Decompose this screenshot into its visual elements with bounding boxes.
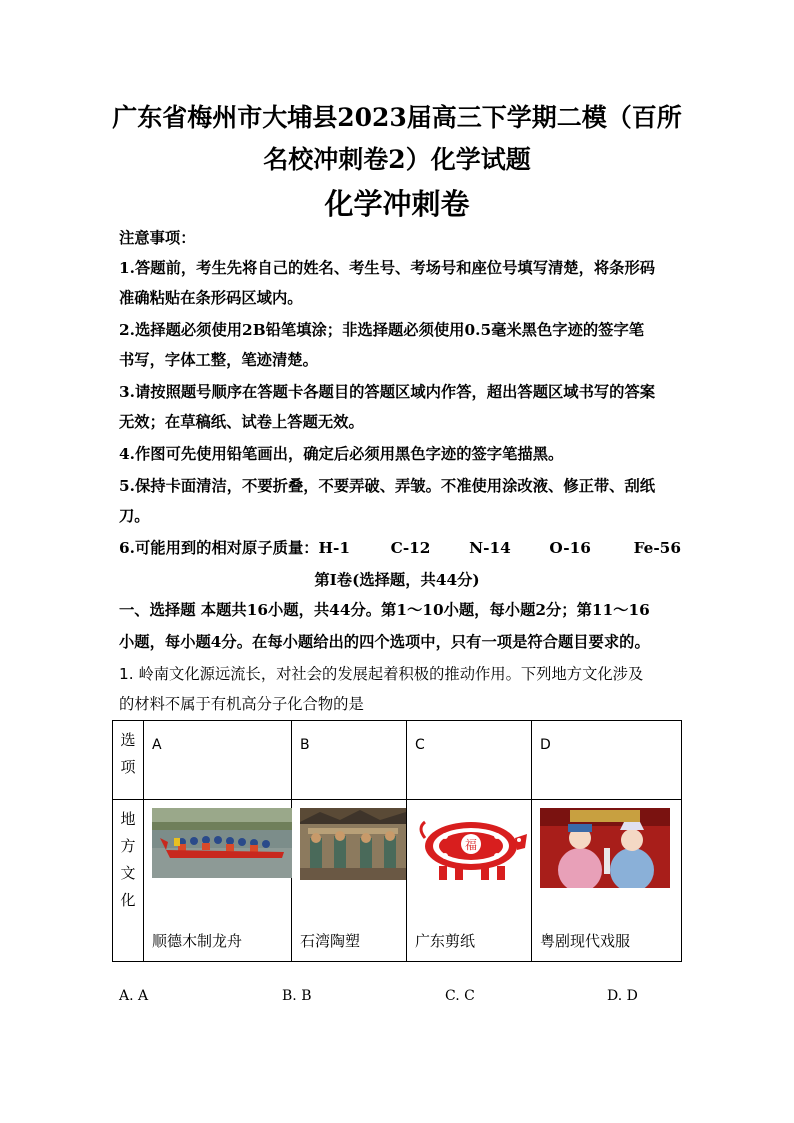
notice-line: 5.保持卡面清洁，不要折叠，不要弄破、弄皱。不准使用涂改液、修正带、刮纸 — [119, 477, 656, 495]
atomic-mass-n: N-14 — [469, 539, 511, 557]
question1-stem-line1: 1. 岭南文化源远流长，对社会的发展起着积极的推动作用。下列地方文化涉及 — [119, 665, 644, 683]
notice-line: 刀。 — [119, 507, 150, 525]
answer-choice-b[interactable]: B. B — [282, 988, 312, 1004]
table-row-options — [113, 721, 682, 800]
row-header-char: 选 — [120, 731, 136, 749]
row-header-char: 项 — [120, 758, 136, 776]
section-intro-line2: 小题，每小题4分。在每小题给出的四个选项中，只有一项是符合题目要求的。 — [119, 633, 650, 651]
section-intro-line1: 一、选择题 本题共16小题，共44分。第1～10小题，每小题2分；第11～16 — [119, 601, 650, 619]
row-header-char: 地 — [120, 810, 136, 828]
atomic-mass-line — [119, 536, 681, 560]
options-table — [112, 720, 682, 962]
answer-choice-a[interactable]: A. A — [119, 988, 149, 1004]
option-d-header: D — [532, 721, 682, 800]
option-b-cell — [292, 800, 407, 962]
option-d-caption: 粤剧现代戏服 — [540, 932, 631, 950]
exam-title-line2: 名校冲刺卷2）化学试题 — [263, 145, 531, 174]
notice-line: 4.作图可先使用铅笔画出，确定后必须用黑色字迹的签字笔描黑。 — [119, 445, 564, 463]
answer-choice-d[interactable]: D. D — [607, 988, 638, 1004]
option-a-caption: 顺德木制龙舟 — [152, 932, 243, 950]
notice-line: 书写，字体工整，笔迹清楚。 — [119, 351, 318, 369]
row-header-options — [113, 721, 144, 800]
option-d-cell — [532, 800, 682, 962]
option-c-header: C — [407, 721, 532, 800]
exam-subtitle: 化学冲刺卷 — [324, 187, 470, 221]
option-c-cell — [407, 800, 532, 962]
cantonese-opera-photo — [540, 808, 670, 888]
atomic-mass-o: O-16 — [549, 539, 591, 557]
option-b-caption: 石湾陶塑 — [300, 932, 361, 950]
option-b-header: B — [292, 721, 407, 800]
dragon-boat-photo — [152, 808, 292, 878]
paper-cut-pig-image — [415, 808, 531, 884]
question1-stem-line2: 的材料不属于有机高分子化合物的是 — [119, 695, 364, 713]
table-row-culture — [113, 800, 682, 962]
section-title: 第I卷(选择题，共44分) — [314, 571, 480, 589]
notice-line: 2.选择题必须使用2B铅笔填涂；非选择题必须使用0.5毫米黑色字迹的签字笔 — [119, 321, 645, 339]
atomic-mass-label: 6.可能用到的相对原子质量：H-1 — [119, 539, 350, 557]
notice-line: 准确粘贴在条形码区域内。 — [119, 289, 303, 307]
row-header-char: 文 — [120, 864, 136, 882]
svg-text:福: 福 — [464, 838, 478, 852]
exam-title-line1: 广东省梅州市大埔县2023届高三下学期二模（百所 — [112, 103, 682, 132]
atomic-mass-c: C-12 — [390, 539, 431, 557]
notice-line: 3.请按照题号顺序在答题卡各题目的答题区域内作答，超出答题区域书写的答案 — [119, 383, 656, 401]
option-c-caption: 广东剪纸 — [415, 932, 476, 950]
pottery-sculpture-photo — [300, 808, 406, 880]
row-header-culture — [113, 800, 144, 962]
row-header-char: 化 — [120, 891, 136, 909]
option-a-header: A — [144, 721, 292, 800]
option-a-cell — [144, 800, 292, 962]
notice-heading: 注意事项： — [119, 229, 196, 247]
notice-line: 1.答题前，考生先将自己的姓名、考生号、考场号和座位号填写清楚，将条形码 — [119, 259, 656, 277]
row-header-char: 方 — [120, 837, 136, 855]
notice-line: 无效；在草稿纸、试卷上答题无效。 — [119, 413, 364, 431]
answer-choice-c[interactable]: C. C — [445, 988, 475, 1004]
atomic-mass-fe: Fe-56 — [633, 539, 681, 557]
